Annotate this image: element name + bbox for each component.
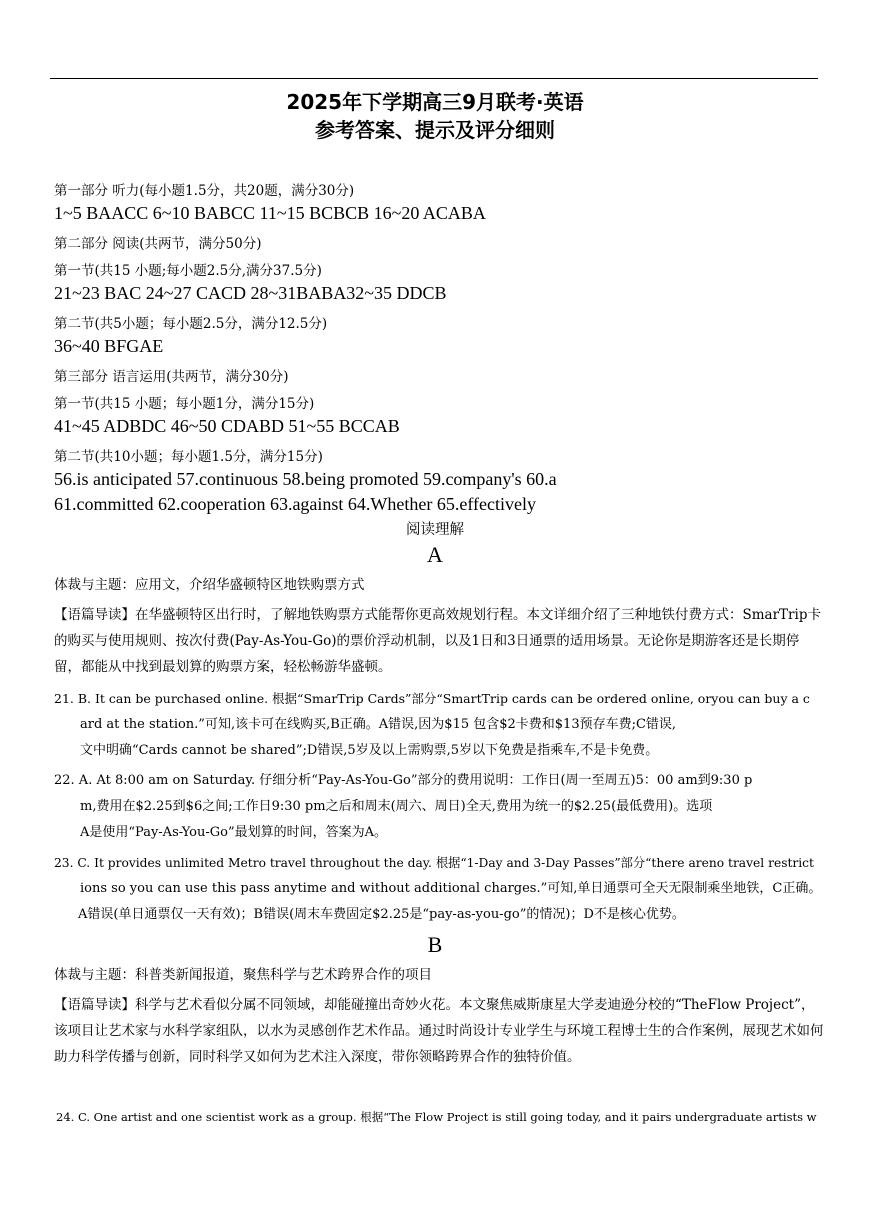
answer-line: 第一节(共15 小题;每小题2.5分,满分37.5分) xyxy=(54,263,322,279)
question-23-line: A错误(单日通票仅一天有效)；B错误(周末车费固定$2.25是“pay-as-you-go”的情况)；D不是核心优势。 xyxy=(78,907,685,922)
answer-line: 第二节(共5小题；每小题2.5分，满分12.5分) xyxy=(54,316,328,332)
exam-subtitle: 参考答案、提示及评分细则 xyxy=(315,118,555,142)
question-23-line: ions so you can use this pass anytime and without additional charges.”可知,单日通票可全天无限制乘坐地铁，C正确。 xyxy=(80,881,822,896)
passage-b-genre: 体裁与主题：科普类新闻报道，聚焦科学与艺术跨界合作的项目 xyxy=(54,967,432,983)
answer-line: 36~40 BFGAE xyxy=(54,336,164,356)
question-22-line: A是使用“Pay-As-You-Go”最划算的时间，答案为A。 xyxy=(80,825,387,840)
question-21-line: 21. B. It can be purchased online. 根据“SmarTrip Cards”部分“SmartTrip cards can be ordered online, oryou can buy a c xyxy=(54,691,810,706)
answer-line: 第二节(共10小题；每小题1.5分，满分15分) xyxy=(54,449,323,465)
passage-letter-b: B xyxy=(427,932,443,957)
passage-a-genre: 体裁与主题：应用文，介绍华盛顿特区地铁购票方式 xyxy=(54,577,365,593)
answer-line: 41~45 ADBDC 46~50 CDABD 51~55 BCCAB xyxy=(54,416,400,436)
question-21-line: 文中明确“Cards cannot be shared”;D错误,5岁及以上需购票,5岁以下免费是指乘车,不是卡免费。 xyxy=(80,743,659,758)
answer-line: 第三部分 语言运用(共两节，满分30分) xyxy=(54,369,289,385)
answer-line: 1~5 BAACC 6~10 BABCC 11~15 BCBCB 16~20 ACABA xyxy=(54,203,486,223)
question-24-line: 24. C. One artist and one scientist work as a group. 根据“The Flow Project is still going today, and it pairs undergraduate artists w xyxy=(56,1110,817,1124)
section-title: 阅读理解 xyxy=(406,522,464,538)
passage-b-guide: 【语篇导读】科学与艺术看似分属不同领域，却能碰撞出奇妙火花。本文聚焦威斯康星大学麦迪逊分校的“TheFlow Project”，该项目让艺术家与水科学家组队，以水为灵感创作艺术作品。通过时尚设计专业学生与环境工程博士生的合作案例，展现艺术如何助力科学传播与创新，同时科学又如何为艺术注入深度，带你领略跨界合作的独特价值。 xyxy=(54,997,824,1065)
answer-line: 56.is anticipated 57.continuous 58.being promoted 59.company's 60.a xyxy=(54,469,557,489)
answer-line: 第一部分 听力(每小题1.5分，共20题，满分30分) xyxy=(54,183,355,199)
answer-line: 61.committed 62.cooperation 63.against 64.Whether 65.effectively xyxy=(54,494,537,514)
answer-line: 第二部分 阅读(共两节，满分50分) xyxy=(54,236,262,252)
passage-letter-a: A xyxy=(427,542,443,567)
question-22-line: 22. A. At 8:00 am on Saturday. 仔细分析“Pay-As-You-Go”部分的费用说明：工作日(周一至周五)5：00 am到9:30 p xyxy=(54,773,753,788)
question-21-line: ard at the station.”可知,该卡可在线购买,B正确。A错误,因为$15 包含$2卡费和$13预存车费;C错误, xyxy=(80,717,677,732)
header-rule xyxy=(50,78,818,79)
exam-title: 2025年下学期高三9月联考·英语 xyxy=(286,90,584,114)
answer-line: 21~23 BAC 24~27 CACD 28~31BABA32~35 DDCB xyxy=(54,283,447,303)
answer-line: 第一节(共15 小题；每小题1分，满分15分) xyxy=(54,396,315,412)
question-21 xyxy=(54,686,824,764)
question-22-line: m,费用在$2.25到$6之间;工作日9:30 pm之后和周末(周六、周日)全天,费用为统一的$2.25(最低费用)。选项 xyxy=(80,799,713,814)
question-23 xyxy=(54,850,824,928)
question-22 xyxy=(54,768,824,846)
question-24 xyxy=(56,1104,826,1130)
question-23-line: 23. C. It provides unlimited Metro travel throughout the day. 根据“1-Day and 3-Day Passes”部分“there areno travel restrict xyxy=(54,856,814,870)
passage-a-guide: 【语篇导读】在华盛顿特区出行时，了解地铁购票方式能帮你更高效规划行程。本文详细介绍了三种地铁付费方式：SmarTrip卡的购买与使用规则、按次付费(Pay-As-You-Go)的票价浮动机制，以及1日和3日通票的适用场景。无论你是期游客还是长期停留，都能从中找到最划算的购票方案，轻松畅游华盛顿。 xyxy=(54,607,821,675)
